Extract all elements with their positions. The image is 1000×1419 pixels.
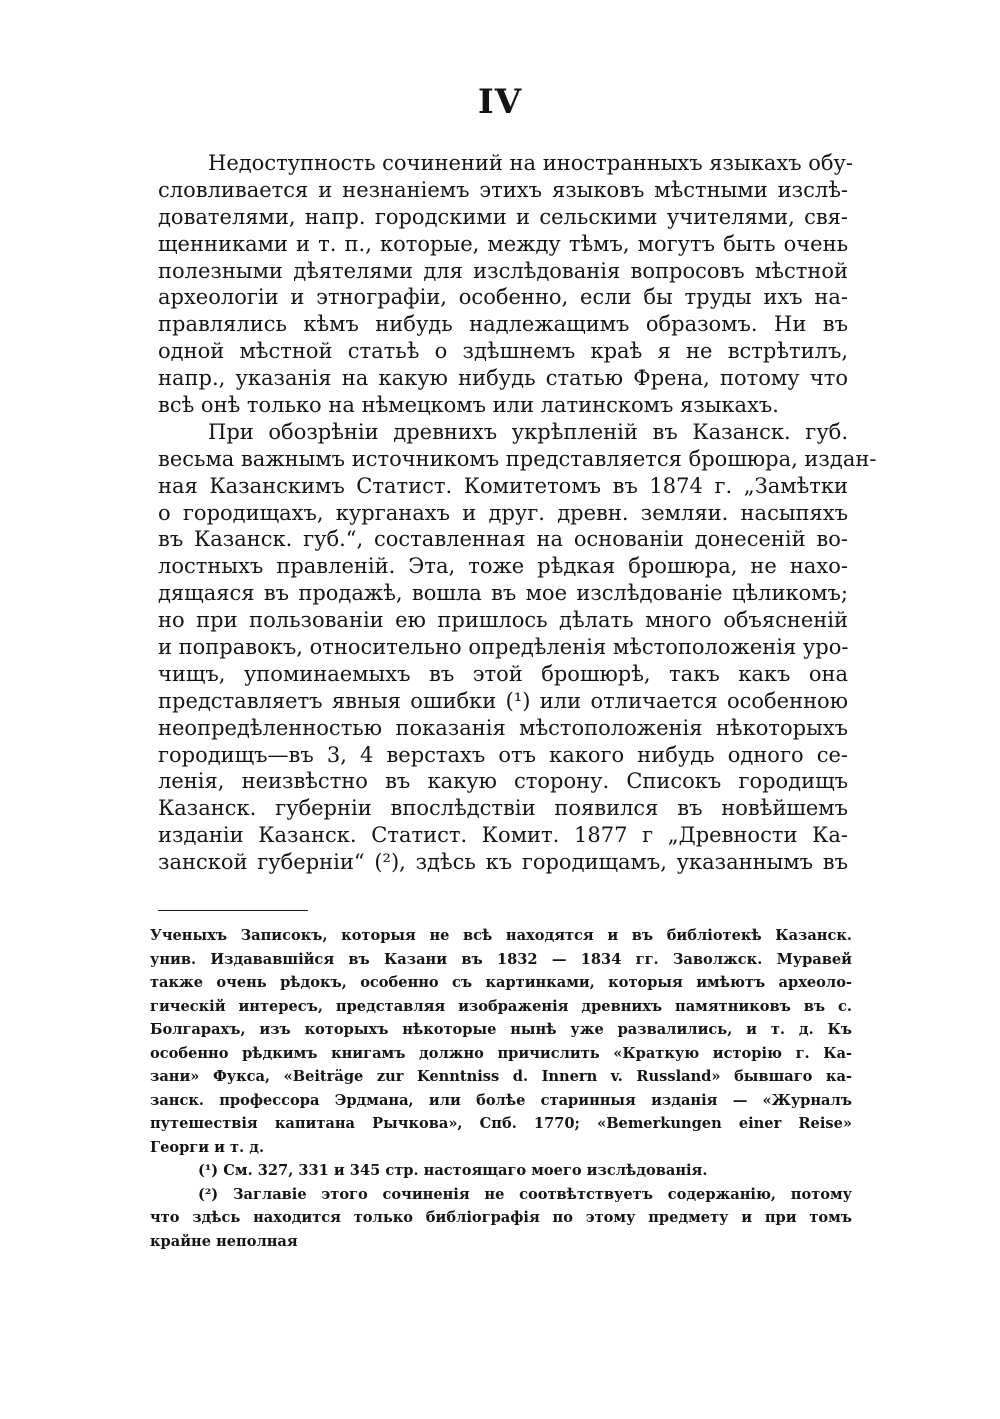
- text-line: неопредѣленностью показанія мѣстоположенія нѣкоторыхъ: [158, 715, 848, 740]
- text-line: ленія, неизвѣстно въ какую сторону. Списокъ городищъ: [158, 769, 848, 794]
- text-line: дящаяся въ продажѣ, вошла въ мое изслѣдованіе цѣликомъ;: [158, 581, 848, 606]
- text-line: представляетъ явныя ошибки (¹) или отличается особенною: [158, 688, 848, 713]
- footnote-line: Георги и т. д.: [150, 1138, 265, 1156]
- text-line: изданіи Казанск. Статист. Комит. 1877 г „Древности Ка-: [158, 823, 848, 848]
- text-line: о городищахъ, курганахъ и друг. древн. земляи. насыпяхъ: [158, 500, 848, 525]
- footnote-line: путешествія капитана Рычкова», Спб. 1770; «Bemerkungen einer Reise»: [150, 1115, 852, 1132]
- text-line: полезными дѣятелями для изслѣдованія вопросовъ мѣстной: [158, 258, 848, 283]
- text-line: щенниками и т. п., которые, между тѣмъ, могутъ быть очень: [158, 231, 848, 256]
- text-line: Казанск. губерніи впослѣдствіи появился въ новѣйшемъ: [158, 796, 848, 821]
- text-line: ная Казанскимъ Статист. Комитетомъ въ 1874 г. „Замѣтки: [158, 473, 848, 498]
- text-line: городищъ—въ 3, 4 верстахъ отъ какого нибудь одного се-: [158, 742, 848, 767]
- footnote-line: занск. профессора Эрдмана, или болѣе старинныя изданія — «Журналъ: [150, 1091, 852, 1109]
- text-line: чищъ, упоминаемыхъ въ этой брошюрѣ, такъ какъ она: [158, 661, 848, 686]
- text-line: Недоступность сочинений на иностранныхъ языкахъ обу-: [208, 151, 853, 175]
- footnote-divider: [158, 910, 308, 911]
- text-line: всѣ онѣ только на нѣмецкомъ или латинскомъ языкахъ.: [158, 393, 779, 418]
- footnote-line: что здѣсь находится только библіографія по этому предмету и при томъ: [150, 1209, 852, 1226]
- footnote-line: унив. Издававшійся въ Казани въ 1832 — 1834 гг. Заволжск. Муравей: [150, 950, 852, 968]
- text-line: При обозрѣніи древнихъ укрѣпленій въ Казанск. губ.: [208, 419, 848, 444]
- page-number: IV: [477, 82, 523, 122]
- text-line: лостныхъ правленій. Эта, тоже рѣдкая брошюра, не нахо-: [158, 554, 848, 579]
- footnote-line: Болгарахъ, изъ которыхъ нѣкоторые нынѣ уже развалились, и т. д. Къ: [150, 1021, 852, 1038]
- footnote-line: (¹) См. 327, 331 и 345 стр. настоящаго моего изслѣдованія.: [198, 1162, 708, 1179]
- footnote-line: Ученыхъ Записокъ, которыя не всѣ находятся и въ библіотекѣ Казанск.: [150, 927, 852, 944]
- footnote-line: особенно рѣдкимъ книгамъ должно причислить «Краткую исторію г. Ка-: [150, 1044, 852, 1062]
- text-line: но при пользованіи ею пришлось дѣлать много объясненій: [158, 608, 848, 633]
- text-line: археологіи и этнографіи, особенно, если бы труды ихъ на-: [158, 285, 848, 310]
- text-line: правлялись кѣмъ нибудь надлежащимъ образомъ. Ни въ: [158, 312, 848, 337]
- text-line: одной мѣстной статьѣ о здѣшнемъ краѣ я не встрѣтилъ,: [158, 339, 848, 364]
- footnote-line: крайне неполная: [150, 1232, 298, 1250]
- text-line: напр., указанія на какую нибудь статью Френа, потому что: [158, 366, 848, 391]
- main-text: [158, 150, 877, 876]
- footnotes: [150, 924, 852, 1253]
- footnote-line: гическій интересъ, представляя изображенія древнихъ памятниковъ въ с.: [150, 997, 852, 1015]
- text-line: въ Казанск. губ.“, составленная на основаніи донесеній во-: [158, 527, 848, 552]
- text-line: занской губерніи“ (²), здѣсь къ городищамъ, указаннымъ въ: [158, 850, 848, 875]
- text-line: словливается и незнаніемъ этихъ языковъ мѣстными изслѣ-: [158, 177, 848, 202]
- text-line: и поправокъ, относительно опредѣленія мѣстоположенія уро-: [158, 635, 849, 660]
- footnote-line: (²) Заглавіе этого сочиненія не соотвѣтствуетъ содержанію, потому: [198, 1185, 852, 1203]
- text-line: дователями, напр. городскими и сельскими учителями, свя-: [158, 204, 848, 229]
- footnote-line: зани» Фуксa, «Beiträge zur Kenntniss d. Innern v. Russland» бывшаго ка-: [150, 1068, 852, 1085]
- text-line: весьма важнымъ источникомъ представляется брошюра, издан-: [158, 446, 877, 471]
- footnote-line: также очень рѣдокъ, особенно съ картинками, которыя имѣютъ археоло-: [150, 974, 852, 991]
